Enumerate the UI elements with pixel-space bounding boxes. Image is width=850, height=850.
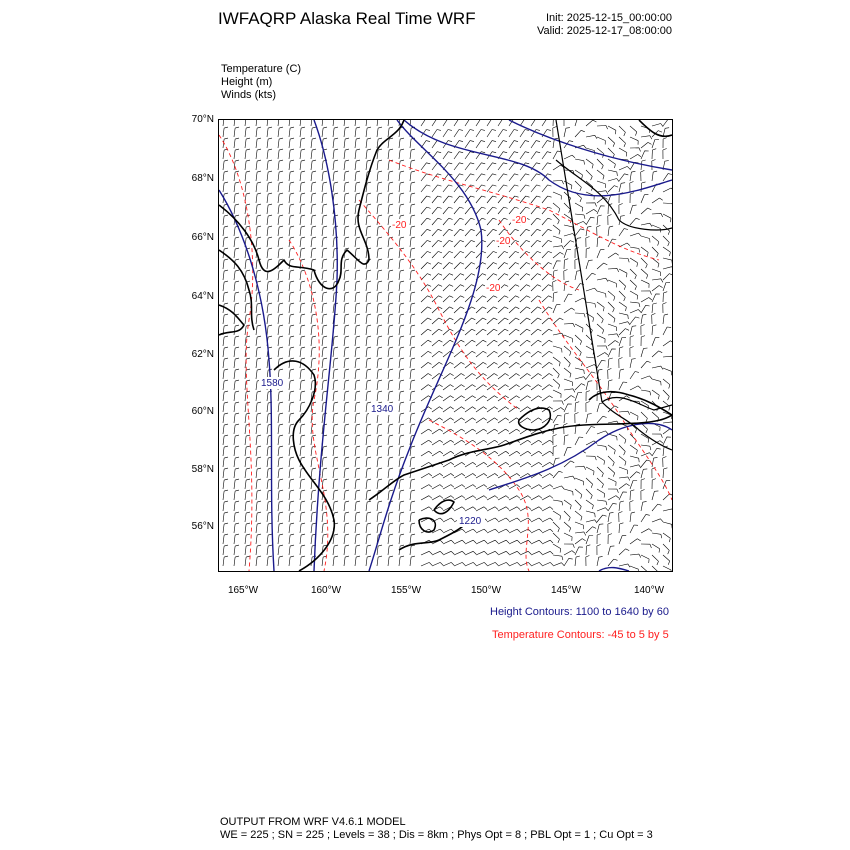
model-footer-line1: OUTPUT FROM WRF V4.6.1 MODEL [220,816,406,828]
field-temperature: Temperature (C) [221,63,302,75]
temp-label-c: -20 [496,236,511,247]
lon-label-160w: 160°W [310,585,342,596]
lon-label-145w: 145°W [550,585,582,596]
lon-label-155w: 155°W [390,585,422,596]
init-time: Init: 2025-12-15_00:00:00 [546,12,672,24]
temperature-contour-note: Temperature Contours: -45 to 5 by 5 [492,629,669,641]
lat-label-56: 56°N [191,521,214,532]
map-panel [218,119,673,572]
temp-label-a: -20 [392,220,407,231]
height-contour-note: Height Contours: 1100 to 1640 by 60 [490,606,669,618]
model-footer-line2: WE = 225 ; SN = 225 ; Levels = 38 ; Dis = 8km ; Phys Opt = 8 ; PBL Opt = 1 ; Cu Opt = 3 [220,829,653,841]
border-lines [556,120,672,450]
lat-label-60: 60°N [191,406,214,417]
lon-label-140w: 140°W [633,585,665,596]
wind-barb-paths [223,120,672,571]
temp-label-d: -20 [486,283,501,294]
coastline [219,120,672,571]
lat-label-68: 68°N [191,173,214,184]
lat-label-64: 64°N [191,291,214,302]
height-label-1340: 1340 [371,404,394,415]
lat-label-62: 62°N [191,349,214,360]
lat-label-58: 58°N [191,464,214,475]
height-label-1220: 1220 [459,516,482,527]
lat-label-70: 70°N [191,114,214,125]
temp-label-b: -20 [512,215,527,226]
height-label-1580: 1580 [261,378,284,389]
height-contours [219,120,672,571]
lon-label-165w: 165°W [227,585,259,596]
lat-label-66: 66°N [191,232,214,243]
wind-barbs [223,120,672,571]
valid-time: Valid: 2025-12-17_08:00:00 [537,25,672,37]
field-winds: Winds (kts) [221,89,276,101]
height-contour-labels [259,377,485,527]
map-title: IWFAQRP Alaska Real Time WRF [218,9,476,28]
lon-label-150w: 150°W [470,585,502,596]
field-height: Height (m) [221,76,273,88]
map-canvas [219,120,672,571]
